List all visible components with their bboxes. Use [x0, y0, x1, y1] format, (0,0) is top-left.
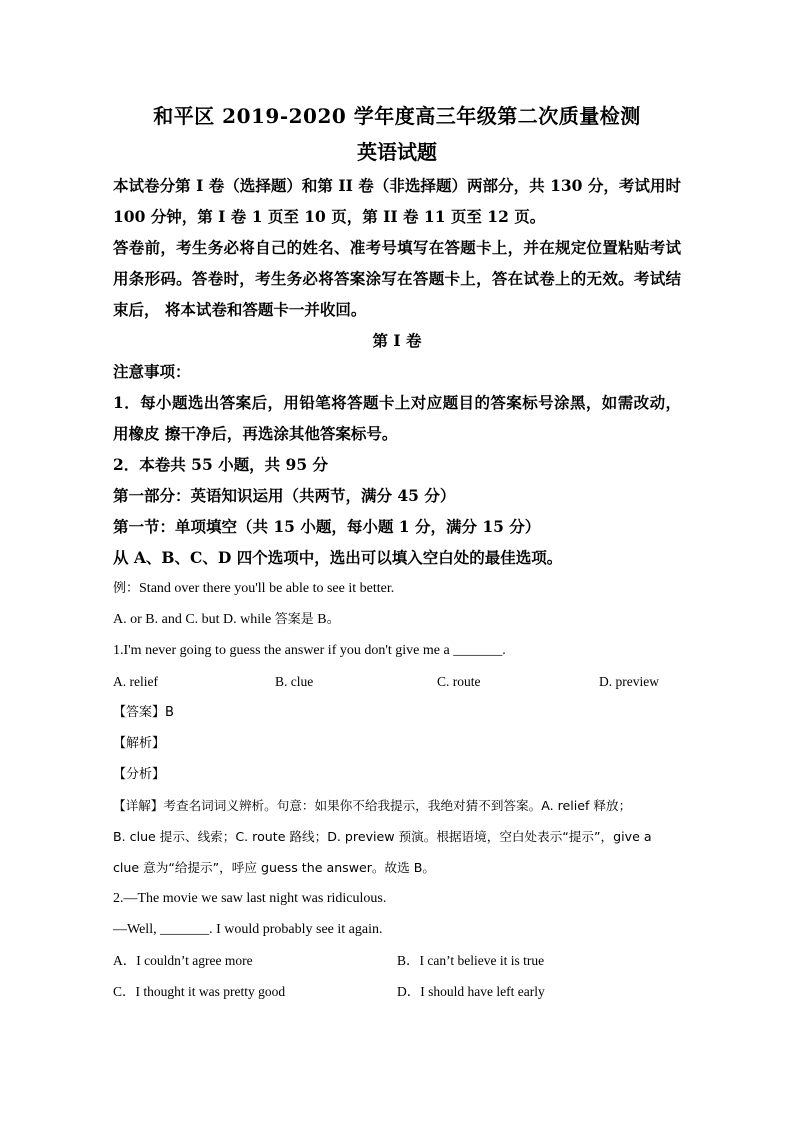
- question-2-option-c: C．I thought it was pretty good: [113, 984, 286, 999]
- answer-value: B: [165, 705, 174, 720]
- detail-tag: 【详解】: [113, 798, 164, 813]
- example-label: 例：: [113, 581, 140, 596]
- detail-text-1: 考查名词词义辨析。句意：如果你不给我提示，我绝对猜不到答案。A. relief 释放；: [163, 798, 632, 813]
- question-1-option-b: B. clue: [275, 674, 314, 689]
- question-1-answer: [113, 697, 681, 728]
- analysis-tag: 【解析】: [113, 736, 166, 751]
- volume-title: 第 I 卷: [372, 331, 422, 350]
- question-1-option-a: A. relief: [113, 674, 158, 689]
- exam-page: [113, 98, 681, 1007]
- notice-heading: 注意事项：: [113, 362, 191, 381]
- question-2-option-b: B．I can’t believe it is true: [397, 953, 545, 968]
- example-options: [113, 604, 681, 635]
- question-2-stem-2: —Well, _______. I would probably see it again.: [113, 922, 383, 937]
- question-1-options: [113, 666, 681, 697]
- question-2-option-a: A．I couldn’t agree more: [113, 953, 253, 968]
- exam-title: 和平区 2019-2020 学年度高三年级第二次质量检测: [153, 104, 641, 128]
- example-option-list: A. or B. and C. but D. while: [113, 612, 275, 627]
- instruction-text: 从 A、B、C、D 四个选项中，选出可以填入空白处的最佳选项。: [113, 548, 563, 567]
- section-heading: 第一节：单项填空（共 15 小题，每小题 1 分，满分 15 分）: [113, 517, 541, 536]
- detail-line-1: [113, 790, 681, 821]
- detail-line-2: B. clue 提示、线索；C. route 路线；D. preview 预演。根据语境，空白处表示“提示”，give a: [113, 829, 652, 844]
- question-1-stem: 1.I'm never going to guess the answer if you don't give me a _______.: [113, 643, 506, 658]
- fenxi-tag: 【分析】: [113, 767, 166, 782]
- example-answer-value: B。: [313, 612, 341, 627]
- example-text: Stand over there you'll be able to see it better.: [139, 581, 395, 596]
- detail-line-3: clue 意为“给提示”，呼应 guess the answer。故选 B。: [113, 860, 435, 875]
- notice-item-2: 2．本卷共 55 小题，共 95 分: [113, 455, 329, 474]
- question-2-stem-1: 2.—The movie we saw last night was ridiculous.: [113, 891, 387, 906]
- question-2-options-row-1: [113, 945, 681, 976]
- question-2-options-row-2: [113, 976, 681, 1007]
- question-1-option-d: D. preview: [599, 674, 659, 689]
- question-1-option-c: C. route: [437, 674, 481, 689]
- example-sentence: [113, 573, 681, 604]
- intro-paragraph-1: 本试卷分第 I 卷（选择题）和第 II 卷（非选择题）两部分，共 130 分，考试用时 100 分钟，第 I 卷 1 页至 10 页，第 II 卷 11 页至 12 页。: [113, 176, 681, 226]
- notice-item-1: 1．每小题选出答案后，用铅笔将答题卡上对应题目的答案标号涂黑，如需改动，用橡皮 擦干净后，再选涂其他答案标号。: [113, 393, 681, 443]
- part-heading: 第一部分：英语知识运用（共两节，满分 45 分）: [113, 486, 456, 505]
- exam-subtitle: 英语试题: [357, 140, 437, 164]
- question-2-option-d: D．I should have left early: [397, 984, 545, 999]
- intro-paragraph-2: 答卷前，考生务必将自己的姓名、准考号填写在答题卡上，并在规定位置粘贴考试 用条形码。答卷时，考生务必将答案涂写在答题卡上，答在试卷上的无效。考试结束后， 将本试卷和答题卡一并收回。: [113, 238, 681, 319]
- answer-tag: 【答案】: [113, 705, 166, 720]
- example-answer-label: 答案是: [274, 612, 314, 627]
